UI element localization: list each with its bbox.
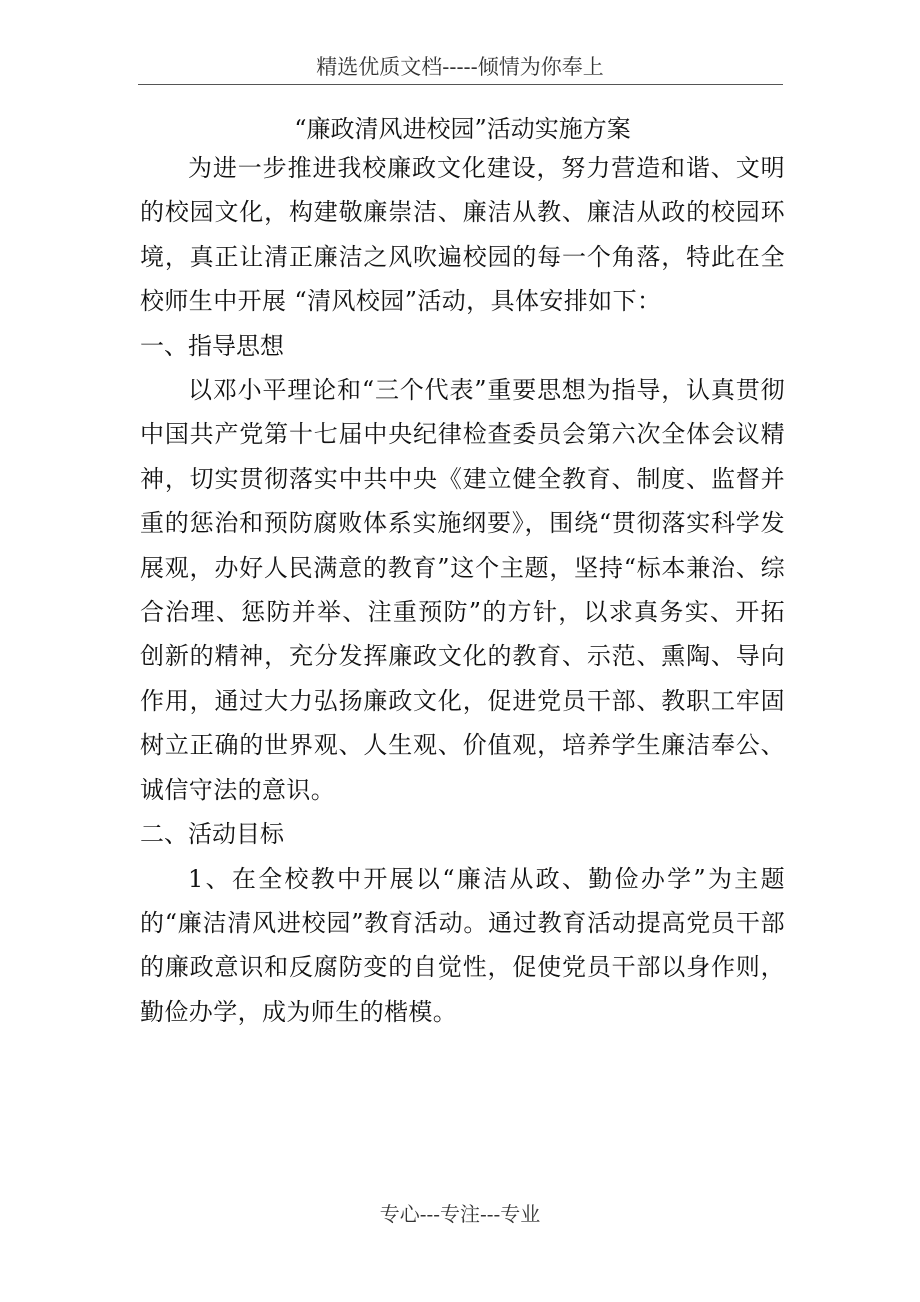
section-paragraph-guiding-ideology: 以邓小平理论和“三个代表”重要思想为指导，认真贯彻中国共产党第十七届中央纪律检查委员会第六次全体会议精神，切实贯彻落实中共中央《建立健全教育、制度、监督并重的惩治和预防腐败体系实施纲要》，围绕“贯彻落实科学发展观，办好人民满意的教育”这个主题，坚持“标本兼治、综合治理、惩防并举、注重预防”的方针，以求真务实、开拓创新的精神，充分发挥廉政文化的教育、示范、熏陶、导向作用，通过大力弘扬廉政文化，促进党员干部、教职工牢固树立正确的世界观、人生观、价值观，培养学生廉洁奉公、诚信守法的意识。 <box>140 376 785 804</box>
page-header: 精选优质文档-----倾情为你奉上 <box>316 55 604 79</box>
header-divider <box>138 84 783 85</box>
page-footer: 专心---专注---专业 <box>379 1202 541 1226</box>
section-heading-activity-goals: 二、活动目标 <box>140 820 284 849</box>
intro-paragraph: 为进一步推进我校廉政文化建设，努力营造和谐、文明的校园文化，构建敬廉崇洁、廉洁从教、廉洁从政的校园环境，真正让清正廉洁之风吹遍校园的每一个角落，特此在全校师生中开展 “清风校园”活动，具体安排如下： <box>140 154 785 316</box>
section-paragraph-activity-goals: 1、在全校教中开展以“廉洁从政、勤俭办学”为主题的“廉洁清风进校园”教育活动。通过教育活动提高党员干部的廉政意识和反腐防变的自觉性，促使党员干部以身作则，勤俭办学，成为师生的楷模。 <box>140 864 785 1026</box>
document-title: “廉政清风进校园”活动实施方案 <box>294 115 631 143</box>
document-body <box>140 112 785 1034</box>
section-heading-guiding-ideology: 一、指导思想 <box>140 331 284 360</box>
